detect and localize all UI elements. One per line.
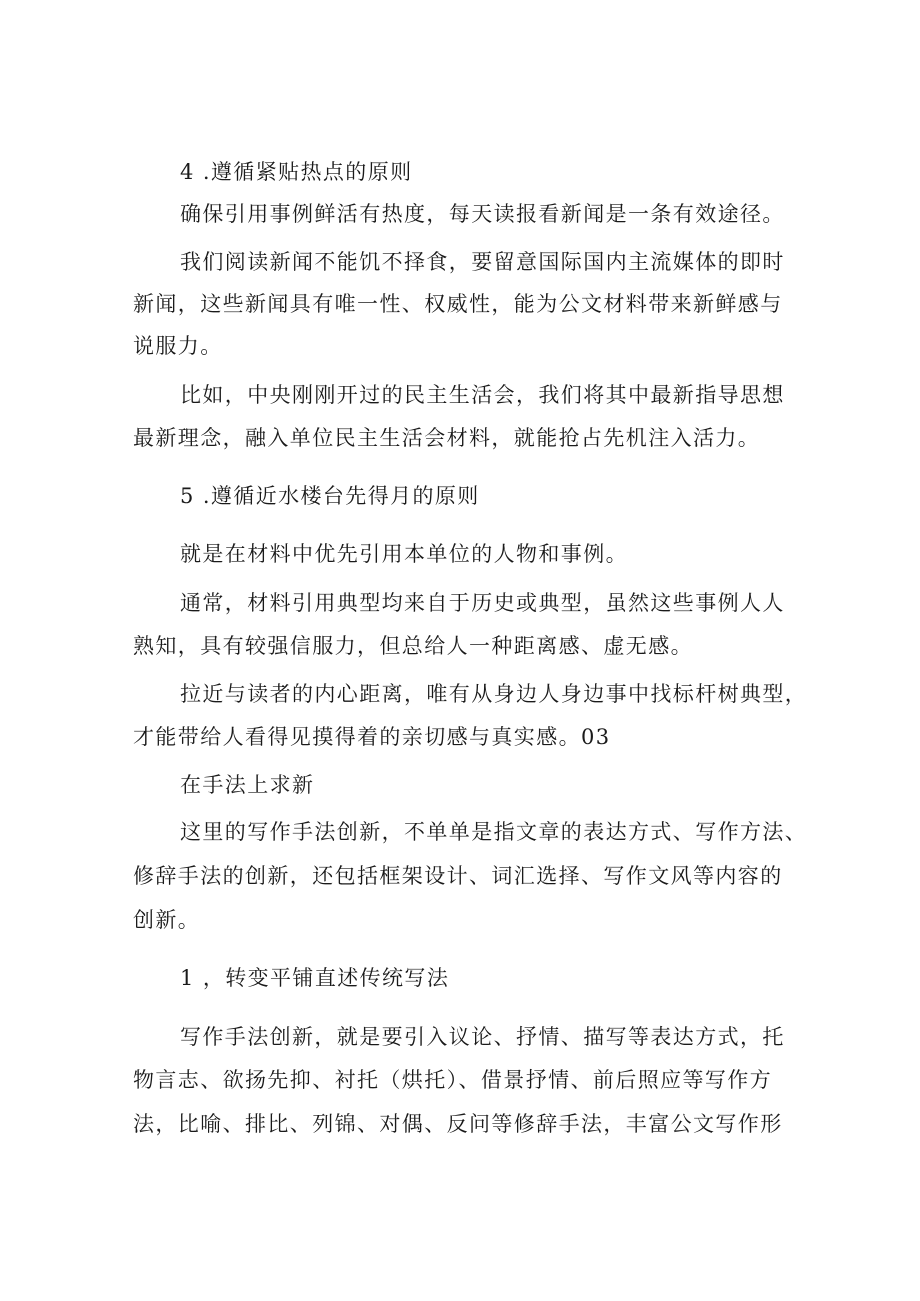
paragraph-line: 法，比喻、排比、列锦、对偶、反问等修辞手法，丰富公文写作形 bbox=[133, 1112, 783, 1136]
heading-principle-4: 4 .遵循紧贴热点的原则 bbox=[180, 160, 413, 184]
paragraph-line: 写作手法创新，就是要引入议论、抒情、描写等表达方式，托 bbox=[180, 1025, 785, 1049]
paragraph-line: 才能带给人看得见摸得着的亲切感与真实感。03 bbox=[133, 725, 611, 749]
heading-principle-5: 5 .遵循近水楼台先得月的原则 bbox=[180, 484, 480, 508]
paragraph-line: 说服力。 bbox=[133, 334, 223, 358]
paragraph-line: 比如，中央刚刚开过的民主生活会，我们将其中最新指导思想 bbox=[180, 383, 785, 407]
paragraph-line: 新闻，这些新闻具有唯一性、权威性，能为公文材料带来新鲜感与 bbox=[133, 292, 783, 316]
paragraph-line: 就是在材料中优先引用本单位的人物和事例。 bbox=[180, 542, 628, 566]
paragraph-line: 通常，材料引用典型均来自于历史或典型，虽然这些事例人人 bbox=[180, 591, 785, 615]
heading-subsection-1: 1 ，转变平铺直述传统写法 bbox=[180, 966, 450, 990]
paragraph-line: 这里的写作手法创新，不单单是指文章的表达方式、写作方法、 bbox=[180, 820, 808, 844]
paragraph-line: 熟知，具有较强信服力，但总给人一种距离感、虚无感。 bbox=[133, 634, 693, 658]
paragraph-line: 物言志、欲扬先抑、衬托（烘托）、借景抒情、前后照应等写作方 bbox=[133, 1068, 773, 1092]
paragraph-line: 最新理念，融入单位民主生活会材料，就能抢占先机注入活力。 bbox=[133, 426, 761, 450]
paragraph-line: 我们阅读新闻不能饥不择食，要留意国际国内主流媒体的即时 bbox=[180, 250, 785, 274]
paragraph-line: 修辞手法的创新，还包括框架设计、词汇选择、写作文风等内容的 bbox=[133, 864, 783, 888]
paragraph-line: 创新。 bbox=[133, 908, 201, 932]
paragraph-line: 确保引用事例鲜活有热度，每天读报看新闻是一条有效途径。 bbox=[180, 202, 785, 226]
section-heading-method: 在手法上求新 bbox=[180, 773, 315, 797]
paragraph-line: 拉近与读者的内心距离，唯有从身边人身边事中找标杆树典型， bbox=[180, 682, 808, 706]
